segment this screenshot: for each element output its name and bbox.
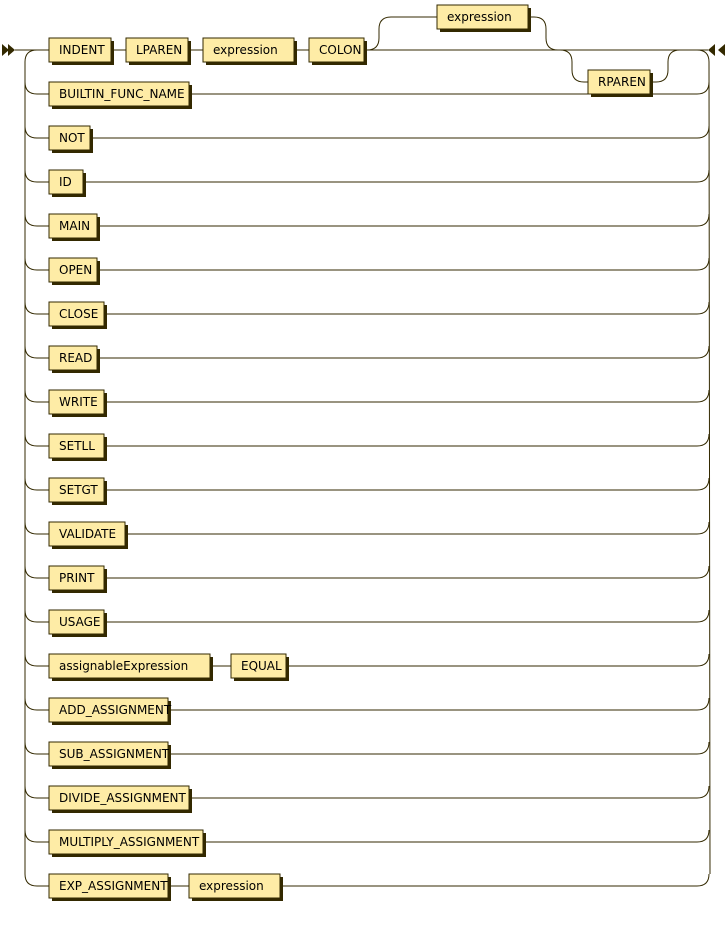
connector-line	[100, 258, 709, 270]
connector-line	[25, 258, 49, 270]
token-close	[49, 302, 107, 329]
token-label: INDENT	[59, 43, 105, 57]
token-multiply-assignment	[49, 830, 206, 857]
connector-line	[128, 522, 709, 534]
token-usage	[49, 610, 107, 637]
token-label: OPEN	[59, 263, 93, 277]
token-assignableexpression	[49, 654, 213, 681]
token-expression	[189, 874, 283, 901]
connector-line	[107, 434, 709, 446]
token-label: assignableExpression	[59, 659, 189, 673]
token-label: VALIDATE	[59, 527, 117, 541]
connector-line	[25, 126, 49, 138]
connector-line	[107, 566, 709, 578]
token-label: ID	[59, 175, 72, 189]
connector-line	[25, 214, 49, 226]
connector-line	[206, 830, 709, 842]
connector-line	[653, 50, 680, 82]
token-colon	[309, 38, 367, 65]
connector-line	[107, 390, 709, 402]
connector-line	[25, 742, 49, 754]
token-write	[49, 390, 107, 417]
connector-line	[283, 874, 709, 886]
token-expression	[203, 38, 297, 65]
token-setgt	[49, 478, 107, 505]
connector-line	[171, 698, 709, 710]
connector-line	[171, 742, 709, 754]
token-equal	[231, 654, 289, 681]
connector-line	[25, 302, 49, 314]
connector-line	[531, 17, 558, 50]
right-rail	[697, 50, 710, 874]
connector-line	[25, 170, 49, 182]
token-setll	[49, 434, 107, 461]
token-label: EXP_ASSIGNMENT	[59, 879, 168, 893]
connector-line	[25, 390, 49, 402]
connector-line	[25, 654, 49, 666]
connector-line	[192, 786, 709, 798]
token-divide-assignment	[49, 786, 192, 813]
connector-line	[25, 566, 49, 578]
token-print	[49, 566, 107, 593]
connector-line	[367, 17, 437, 50]
start-marker-icon	[2, 44, 15, 56]
token-label: PRINT	[59, 571, 95, 585]
token-read	[49, 346, 100, 373]
token-add-assignment	[49, 698, 172, 725]
token-label: USAGE	[59, 615, 101, 629]
token-lparen	[126, 38, 191, 65]
token-validate	[49, 522, 128, 549]
connector-line	[107, 610, 709, 622]
token-exp-assignment	[49, 874, 171, 901]
token-label: CLOSE	[59, 307, 99, 321]
token-expression	[437, 5, 531, 32]
token-sub-assignment	[49, 742, 171, 769]
connector-line	[25, 434, 49, 446]
connector-line	[25, 82, 49, 94]
connector-line	[25, 874, 49, 886]
token-label: RPAREN	[598, 75, 646, 89]
token-rparen	[588, 70, 653, 97]
token-builtin-func-name	[49, 82, 192, 109]
token-not	[49, 126, 93, 153]
connector-line	[86, 170, 709, 182]
end-marker-icon	[708, 44, 725, 56]
token-main	[49, 214, 100, 241]
token-label: SETLL	[59, 439, 95, 453]
connector-line	[25, 610, 49, 622]
token-label: DIVIDE_ASSIGNMENT	[59, 791, 186, 805]
connector-line	[25, 478, 49, 490]
token-label: LPAREN	[136, 43, 183, 57]
connector-line	[289, 654, 709, 666]
token-indent	[49, 38, 114, 65]
connector-line	[100, 214, 709, 226]
token-open	[49, 258, 100, 285]
token-label: expression	[447, 10, 512, 24]
token-label: COLON	[319, 43, 362, 57]
token-label: BUILTIN_FUNC_NAME	[59, 87, 185, 101]
connector-line	[25, 346, 49, 358]
connector-line	[25, 786, 49, 798]
token-label: expression	[199, 879, 264, 893]
token-label: WRITE	[59, 395, 98, 409]
connector-line	[25, 522, 49, 534]
token-label: MAIN	[59, 219, 91, 233]
connector-line	[107, 478, 709, 490]
token-boxes	[49, 5, 653, 901]
connector-line	[25, 698, 49, 710]
token-label: SUB_ASSIGNMENT	[59, 747, 170, 761]
connector-line	[25, 830, 49, 842]
connector-line	[100, 346, 709, 358]
connector-line	[93, 126, 709, 138]
token-label: EQUAL	[241, 659, 282, 673]
token-label: MULTIPLY_ASSIGNMENT	[59, 835, 200, 849]
connector-line	[560, 50, 588, 82]
token-id	[49, 170, 86, 197]
token-label: NOT	[59, 131, 85, 145]
token-label: expression	[213, 43, 278, 57]
token-label: ADD_ASSIGNMENT	[59, 703, 172, 717]
token-label: READ	[59, 351, 93, 365]
connector-line	[107, 302, 709, 314]
token-label: SETGT	[59, 483, 98, 497]
